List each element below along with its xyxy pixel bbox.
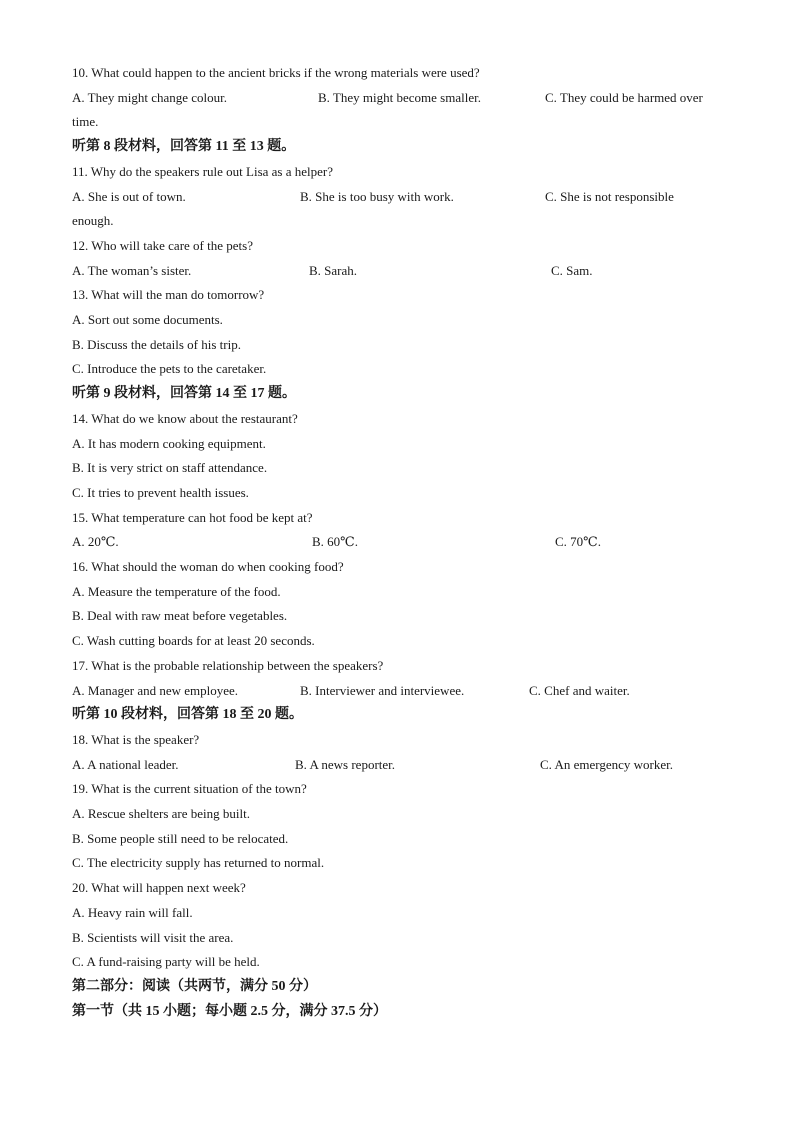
question-10-stem: 10. What could happen to the ancient bricks if the wrong materials were used? xyxy=(72,65,480,80)
question-14-stem: 14. What do we know about the restaurant? xyxy=(72,411,298,426)
question-14-option-b: B. It is very strict on staff attendance. xyxy=(72,460,268,475)
option-c: C. Sam. xyxy=(551,263,593,278)
section-8-heading: 听第 8 段材料，回答第 11 至 13 题。 xyxy=(72,139,296,154)
question-13-option-b: B. Discuss the details of his trip. xyxy=(72,337,241,352)
question-20-option-b: B. Scientists will visit the area. xyxy=(72,930,234,945)
option-c-continuation: time. xyxy=(72,114,99,129)
option-b: B. A news reporter. xyxy=(295,757,396,772)
part-2-heading: 第二部分：阅读（共两节，满分 50 分） xyxy=(72,979,317,994)
question-16-option-c: C. Wash cutting boards for at least 20 seconds. xyxy=(72,633,315,648)
option-c: C. 70℃. xyxy=(555,534,601,549)
question-20-stem: 20. What will happen next week? xyxy=(72,880,246,895)
question-19-option-a: A. Rescue shelters are being built. xyxy=(72,806,250,821)
question-18-stem: 18. What is the speaker? xyxy=(72,732,200,747)
option-b: B. 60℃. xyxy=(312,534,358,549)
option-c: C. They could be harmed over xyxy=(545,90,703,105)
question-14-option-a: A. It has modern cooking equipment. xyxy=(72,436,266,451)
question-16-stem: 16. What should the woman do when cooking food? xyxy=(72,559,344,574)
question-19-option-b: B. Some people still need to be relocated. xyxy=(72,831,289,846)
option-c: C. An emergency worker. xyxy=(540,757,673,772)
question-19-option-c: C. The electricity supply has returned to normal. xyxy=(72,855,325,870)
option-a: A. A national leader. xyxy=(72,757,179,772)
question-13-option-c: C. Introduce the pets to the caretaker. xyxy=(72,361,267,376)
question-19-stem: 19. What is the current situation of the town? xyxy=(72,781,307,796)
question-13-option-a: A. Sort out some documents. xyxy=(72,312,223,327)
section-9-heading: 听第 9 段材料，回答第 14 至 17 题。 xyxy=(72,386,296,401)
question-15-stem: 15. What temperature can hot food be kept at? xyxy=(72,510,313,525)
section-10-heading: 听第 10 段材料，回答第 18 至 20 题。 xyxy=(72,707,303,722)
option-a: A. She is out of town. xyxy=(72,189,186,204)
part-2-section-1-heading: 第一节（共 15 小题；每小题 2.5 分，满分 37.5 分） xyxy=(72,1004,387,1019)
option-a: A. The woman’s sister. xyxy=(72,263,192,278)
question-16-option-a: A. Measure the temperature of the food. xyxy=(72,584,281,599)
question-20-option-c: C. A fund-raising party will be held. xyxy=(72,954,260,969)
option-b: B. She is too busy with work. xyxy=(300,189,454,204)
question-12-stem: 12. Who will take care of the pets? xyxy=(72,238,253,253)
option-b: B. Sarah. xyxy=(309,263,358,278)
option-a: A. Manager and new employee. xyxy=(72,683,239,698)
question-14-option-c: C. It tries to prevent health issues. xyxy=(72,485,249,500)
option-b: B. Interviewer and interviewee. xyxy=(300,683,465,698)
option-b: B. They might become smaller. xyxy=(318,90,481,105)
question-11-stem: 11. Why do the speakers rule out Lisa as a helper? xyxy=(72,164,333,179)
question-17-stem: 17. What is the probable relationship between the speakers? xyxy=(72,658,384,673)
question-13-stem: 13. What will the man do tomorrow? xyxy=(72,287,265,302)
question-20-option-a: A. Heavy rain will fall. xyxy=(72,905,193,920)
option-a: A. 20℃. xyxy=(72,534,119,549)
option-c: C. She is not responsible xyxy=(545,189,674,204)
question-16-option-b: B. Deal with raw meat before vegetables. xyxy=(72,608,288,623)
option-a: A. They might change colour. xyxy=(72,90,228,105)
option-c-continuation: enough. xyxy=(72,213,114,228)
option-c: C. Chef and waiter. xyxy=(529,683,630,698)
